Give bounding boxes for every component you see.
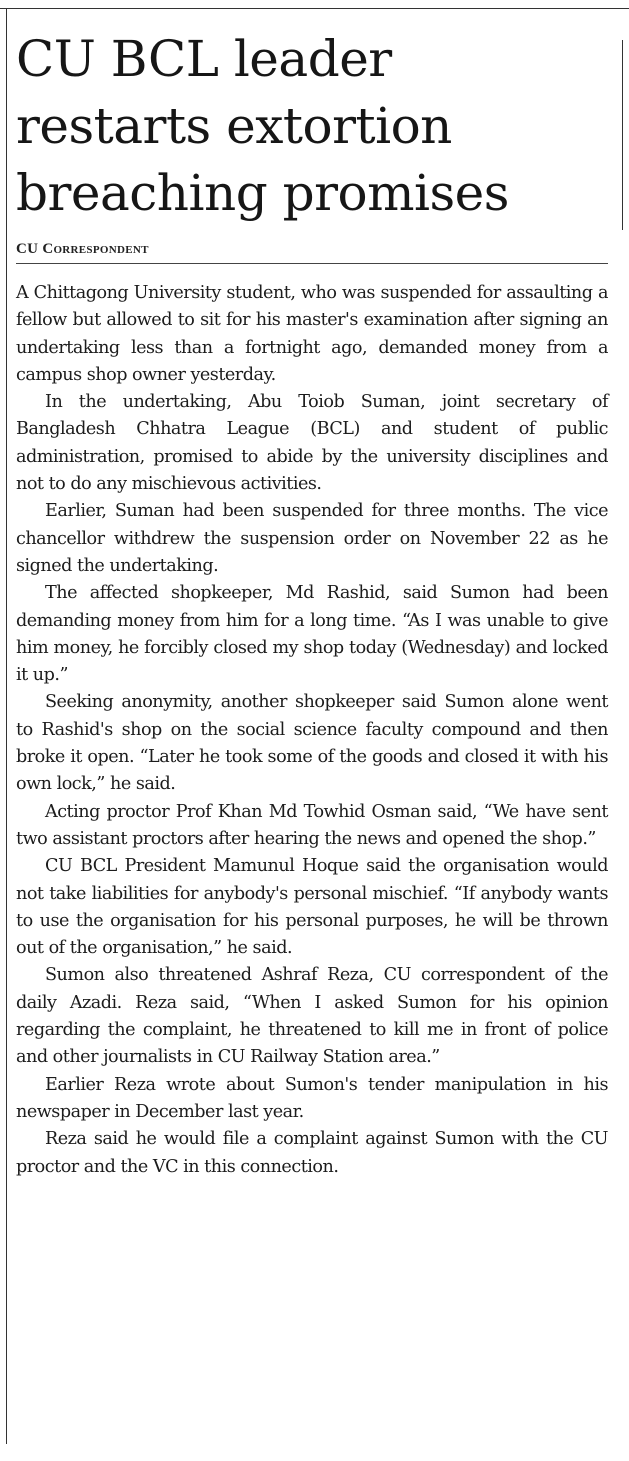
headline <box>16 26 608 227</box>
paragraph: In the undertaking, Abu Toiob Suman, joint secretary of Bangladesh Chhatra League (BCL) and student of public administration, promised to abide by the university disciplines and not to do any mischievous activities. <box>16 392 608 495</box>
top-border-rule <box>0 8 629 9</box>
paragraph: A Chittagong University student, who was suspended for assaulting a fellow but allowed to sit for his master's examination after signing an undertaking less than a fortnight ago, demanded money from a campus shop owner yesterday. <box>16 283 608 385</box>
paragraph: Seeking anonymity, another shopkeeper said Sumon alone went to Rashid's shop on the social science faculty compound and then broke it open. “Later he took some of the goods and closed it with his own lock,” he said. <box>16 692 608 795</box>
right-column-rule <box>622 40 623 230</box>
headline-line: restarts extortion <box>16 97 452 155</box>
news-article <box>16 26 608 1181</box>
paragraph: Acting proctor Prof Khan Md Towhid Osman said, “We have sent two assistant proctors after hearing the news and opened the shop.” <box>16 801 608 849</box>
paragraph: Reza said he would file a complaint against Sumon with the CU proctor and the VC in this connection. <box>16 1129 608 1177</box>
left-column-rule <box>6 8 7 1444</box>
headline-line: breaching promises <box>16 164 509 222</box>
headline-line: CU BCL leader <box>16 30 392 88</box>
paragraph: Earlier, Suman had been suspended for three months. The vice chancellor withdrew the suspension order on November 22 as he signed the undertaking. <box>16 501 608 576</box>
paragraph: The affected shopkeeper, Md Rashid, said Sumon had been demanding money from him for a long time. “As I was unable to give him money, he forcibly closed my shop today (Wednesday) and locked it up.” <box>16 583 608 686</box>
paragraph: Earlier Reza wrote about Sumon's tender manipulation in his newspaper in December last year. <box>16 1074 608 1122</box>
paragraph: Sumon also threatened Ashraf Reza, CU correspondent of the daily Azadi. Reza said, “When I asked Sumon for his opinion regarding the complaint, he threatened to kill me in front of police and other journalists in CU Railway Station area.” <box>16 965 608 1068</box>
paragraph: CU BCL President Mamunul Hoque said the organisation would not take liabilities for anybody's personal mischief. “If anybody wants to use the organisation for his personal purposes, he will be thrown out of the organisation,” he said. <box>16 856 608 959</box>
byline: CU Correspondent <box>16 241 608 264</box>
article-body <box>16 280 608 1181</box>
